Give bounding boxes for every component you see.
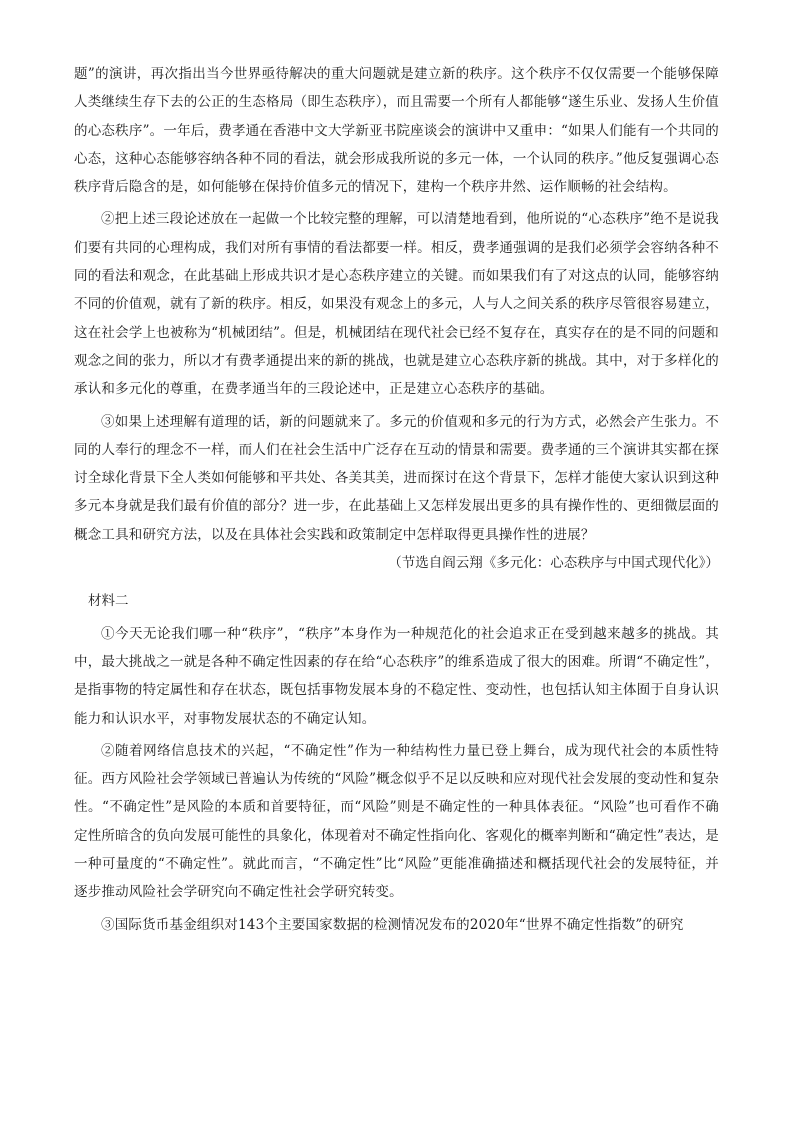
material-two-paragraph-2: ②随着网络信息技术的兴起，“不确定性”作为一种结构性力量已登上舞台，成为现代社会的本质性特征。西方风险社会学领域已普遍认为传统的“风险”概念似乎不足以反映和应对现代社会发展的变动性和复杂性。“不确定性”是风险的本质和首要特征，而“风险”则是不确定性的一种具体表征。“风险”也可看作不确定性所暗含的负向发展可能性的具象化，体现着对不确定性指向化、客观化的概率判断和“确定性”表达，是一种可量度的“不确定性”。就此而言，“不确定性”比“风险”更能准确描述和概括现代社会的发展特征，并逐步推动风险社会学研究向不确定性社会学研究转变。 — [74, 742, 719, 901]
material-two-paragraph-3: ③国际货币基金组织对143个主要国家数据的检测情况发布的2020年“世界不确定性指数”的研究 — [101, 916, 684, 933]
material-two-paragraph-1: ①今天无论我们哪一种“秩序”，“秩序”本身作为一种规范化的社会追求正在受到越来越多的挑战。其中，最大挑战之一就是各种不确定性因素的存在给“心态秩序”的维系造成了很大的困难。所谓“不确定性”，是指事物的特定属性和存在状态，既包括事物发展本身的不稳定性、变动性，也包括认知主体囿于自身认识能力和认识水平，对事物发展状态的不确定认知。 — [74, 625, 719, 727]
material-one-paragraph-2: ②把上述三段论述放在一起做一个比较完整的理解，可以清楚地看到，他所说的“心态秩序”绝不是说我们要有共同的心理构成，我们对所有事情的看法都要一样。相反，费孝通强调的是我们必须学会容纳各种不同的看法和观念，在此基础上形成共识才是心态秩序建立的关键。而如果我们有了对这点的认同，能够容纳不同的价值观，就有了新的秩序。相反，如果没有观念上的多元，人与人之间关系的秩序尽管很容易建立，这在社会学上也被称为“机械团结”。但是，机械团结在现代社会已经不复存在，真实存在的是不同的问题和观念之间的张力，所以才有费孝通提出来的新的挑战，也就是建立心态秩序新的挑战。其中，对于多样化的承认和多元化的尊重，在费孝通当年的三段论述中，正是建立心态秩序的基础。 — [74, 211, 719, 398]
material-one-paragraph-continued: 题”的演讲，再次指出当今世界亟待解决的重大问题就是建立新的秩序。这个秩序不仅仅需要一个能够保障人类继续生存下去的公正的生态格局（即生态秩序），而且需要一个所有人都能够“遂生乐业、发扬人生价值的心态秩序”。一年后，费孝通在香港中文大学新亚书院座谈会的演讲中又重申：“如果人们能有一个共同的心态，这种心态能够容纳各种不同的看法，就会形成我所说的多元一体，一个认同的秩序。”他反复强调心态秩序背后隐含的是，如何能够在保持价值多元的情况下，建构一个秩序井然、运作顺畅的社会结构。 — [74, 66, 719, 196]
material-one-source: （节选自阎云翔《多元化：心态秩序与中国式现代化》） — [388, 555, 719, 572]
document-page — [74, 60, 719, 939]
material-one-paragraph-3: ③如果上述理解有道理的话，新的问题就来了。多元的价值观和多元的行为方式，必然会产生张力。不同的人奉行的理念不一样，而人们在社会生活中广泛存在互动的情景和需要。费孝通的三个演讲其实都在探讨全球化背景下全人类如何能够和平共处、各美其美，进而探讨在这个背景下，怎样才能使大家认识到这种多元本身就是我们最有价值的部分？进一步，在此基础上又怎样发展出更多的具有操作性的、更细微层面的概念工具和研究方法，以及在具体社会实践和政策制定中怎样取得更具操作性的进展？ — [74, 413, 719, 543]
material-two-heading: 材料二 — [88, 593, 129, 610]
